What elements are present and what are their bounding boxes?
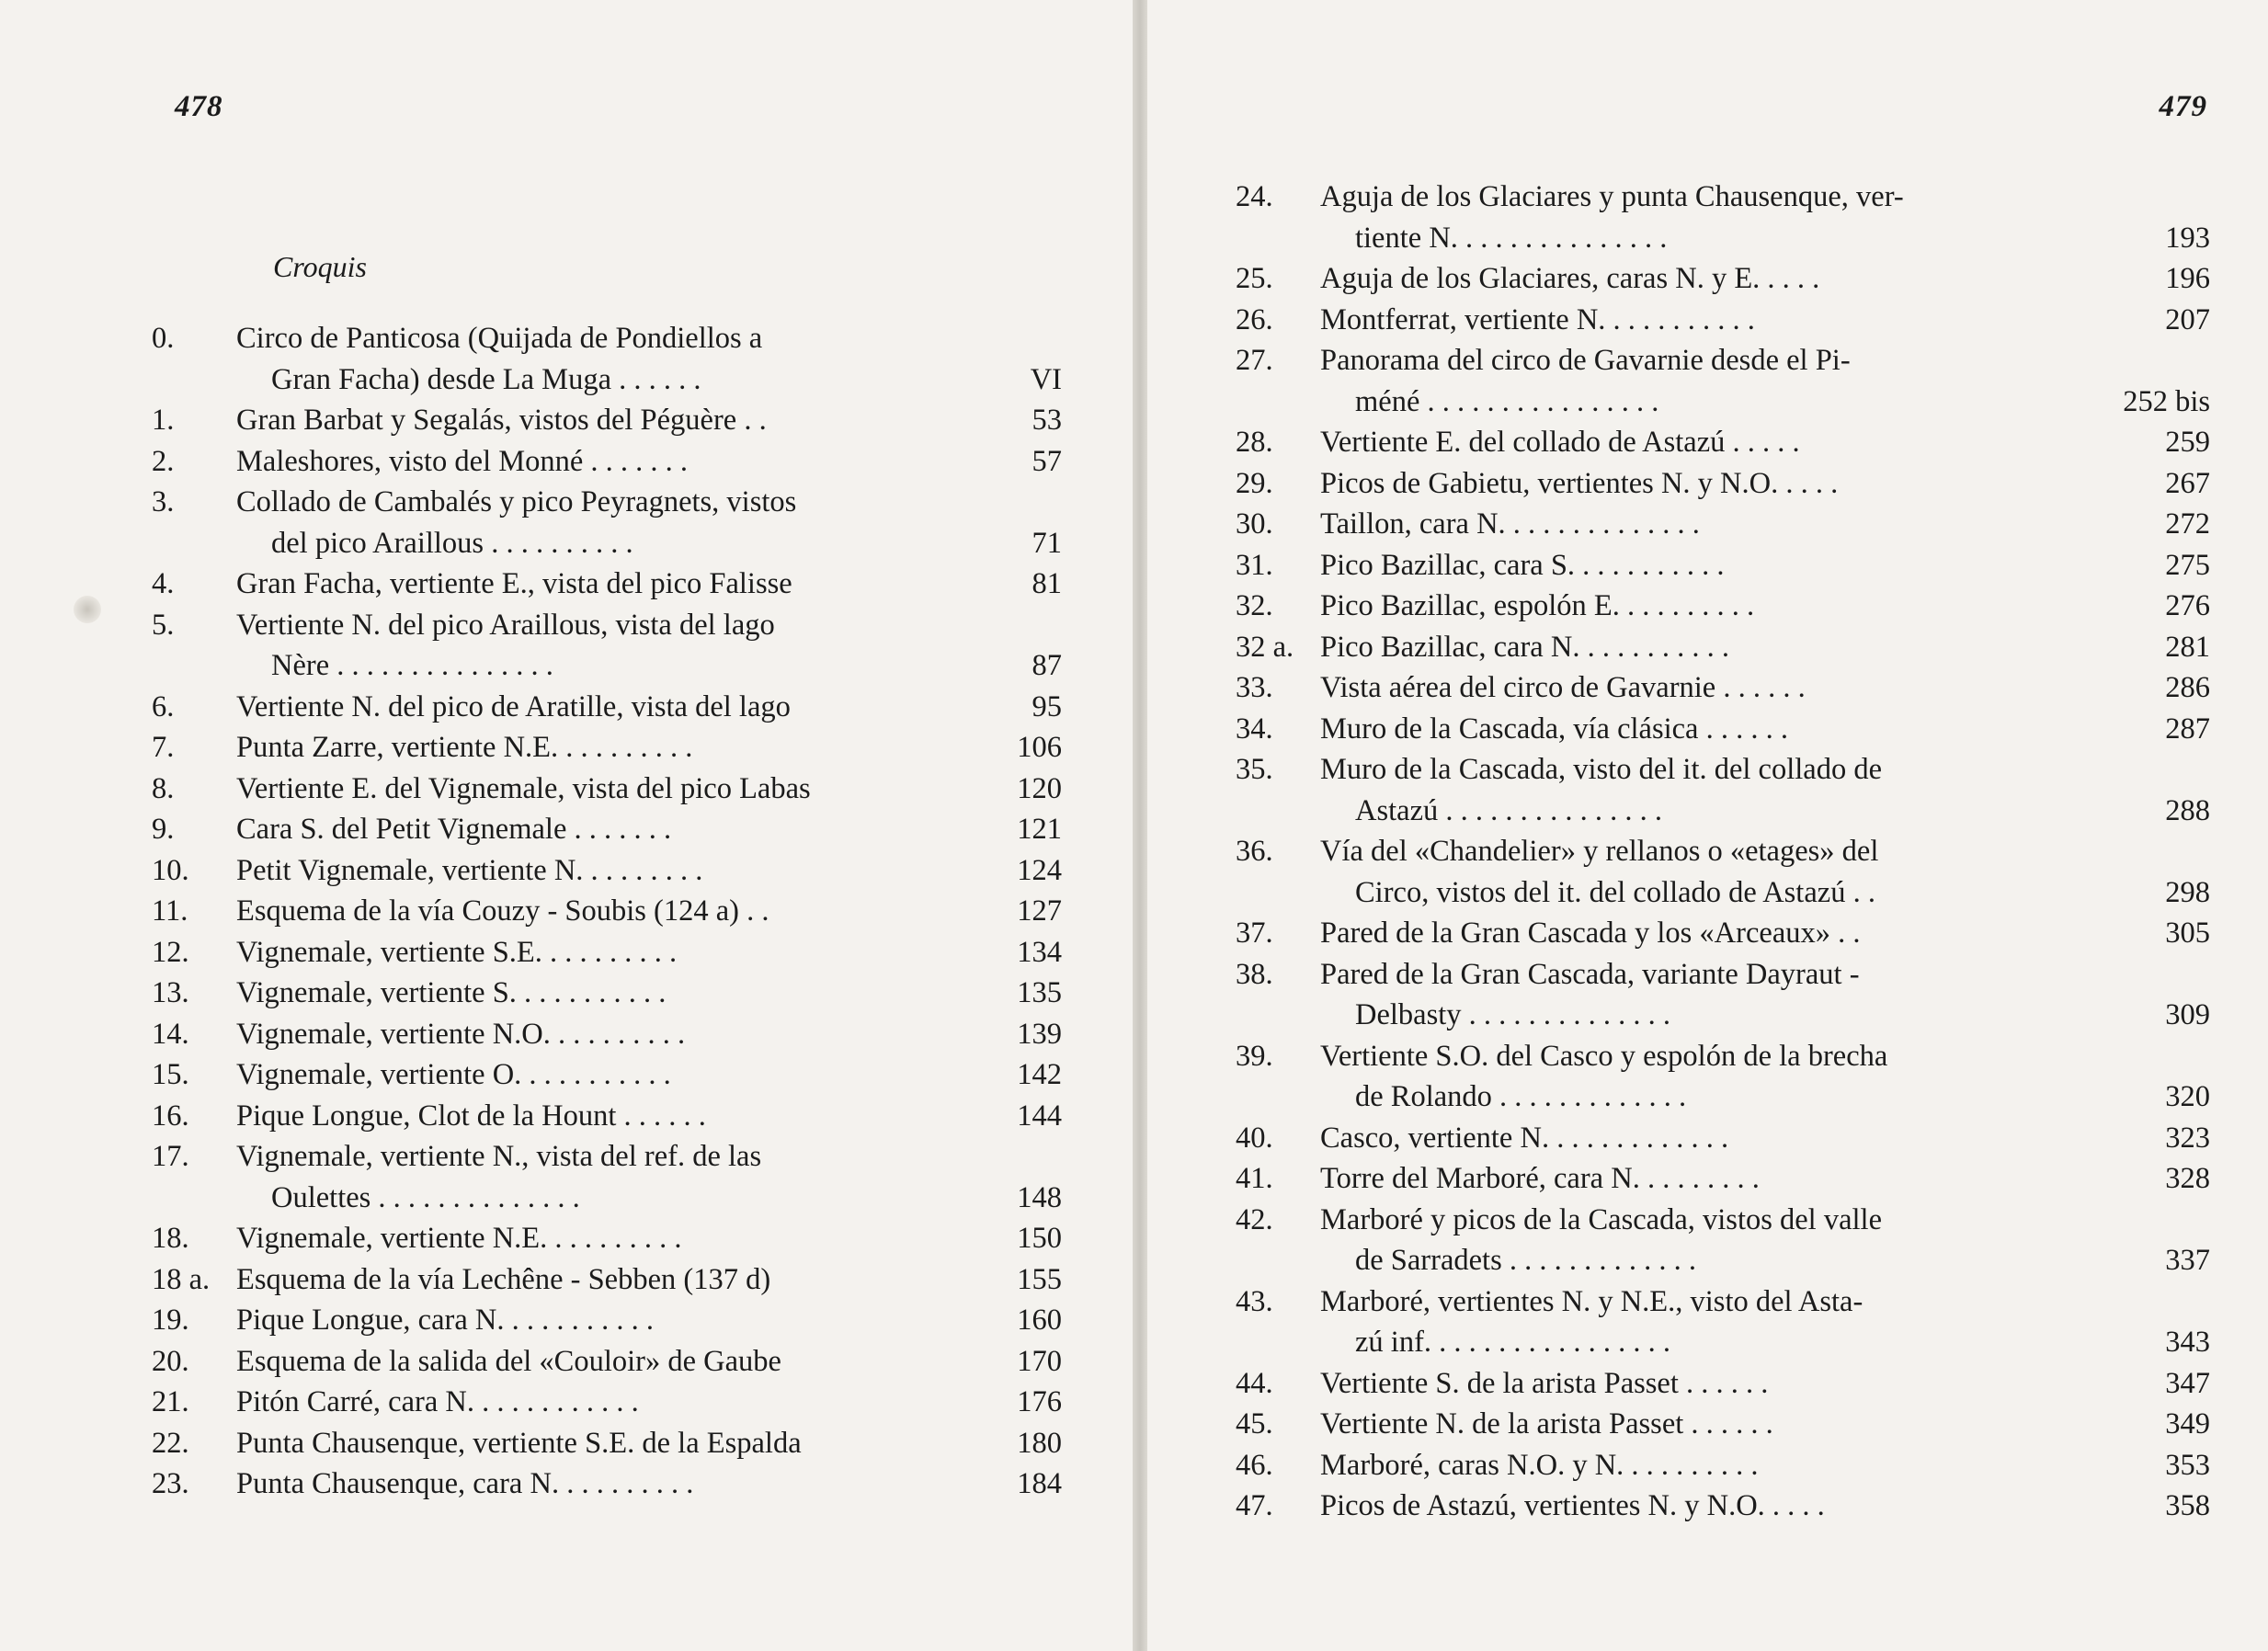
entry-number: 29.	[1236, 466, 1273, 500]
entry-title-line: Maleshores, visto del Monné . . . . . . .	[236, 444, 689, 478]
entry-title-line: Pico Bazillac, espolón E. . . . . . . . . .	[1320, 589, 1755, 622]
entry-number: 21.	[152, 1385, 189, 1418]
entry-page-number: 121	[1017, 813, 1062, 846]
entry-title	[236, 441, 956, 483]
entry-title	[236, 687, 956, 728]
entry-page-number: 81	[1031, 567, 1062, 600]
toc-entry	[1236, 1036, 2210, 1118]
entry-title-line: Taillon, cara N. . . . . . . . . . . . . .	[1320, 507, 1700, 541]
entry-title-line: de Rolando . . . . . . . . . . . . .	[1355, 1080, 1687, 1113]
entry-number: 35.	[1236, 753, 1273, 786]
toc-entry	[1236, 545, 2210, 586]
entry-number: 24.	[1236, 180, 1273, 213]
toc-entry	[152, 891, 1062, 932]
entry-page-number: 349	[2165, 1407, 2210, 1440]
toc-entry	[1236, 1404, 2210, 1445]
toc-entry	[1236, 1281, 2210, 1363]
entry-title-line: Vista aérea del circo de Gavarnie . . . . . .	[1320, 671, 1806, 704]
entry-title	[236, 564, 956, 605]
entry-page-number: 180	[1017, 1426, 1062, 1460]
entry-title	[236, 318, 956, 400]
entry-title	[1320, 1363, 2100, 1405]
entry-title-line: Petit Vignemale, vertiente N. . . . . . . . .	[236, 853, 703, 887]
entry-title	[236, 727, 956, 769]
entry-number: 14.	[152, 1017, 189, 1051]
toc-entry	[1236, 709, 2210, 750]
entry-title-line: Vía del «Chandelier» y rellanos o «etages» del	[1320, 835, 1879, 868]
entry-title-line: Punta Chausenque, vertiente S.E. de la Espalda	[236, 1426, 802, 1460]
entry-title	[236, 1136, 956, 1218]
entry-title-line: Delbasty . . . . . . . . . . . . . .	[1355, 998, 1671, 1031]
entry-title	[236, 1218, 956, 1259]
entry-title-line: tiente N. . . . . . . . . . . . . . .	[1355, 221, 1668, 255]
entry-title	[1320, 749, 2100, 831]
entry-title-line: Aguja de los Glaciares, caras N. y E. . . . .	[1320, 262, 1820, 295]
entry-title-line: Vignemale, vertiente S.E. . . . . . . . . .	[236, 935, 678, 969]
entry-title-line: Pared de la Gran Cascada y los «Arceaux» . .	[1320, 917, 1861, 950]
entry-page-number: 87	[1031, 649, 1062, 682]
entry-title-line: Panorama del circo de Gavarnie desde el Pi-	[1320, 344, 1851, 377]
entry-title	[1320, 1200, 2100, 1281]
entry-title	[1320, 463, 2100, 505]
entry-title-line: Pitón Carré, cara N. . . . . . . . . . . .	[236, 1385, 639, 1418]
entry-page-number: 286	[2165, 671, 2210, 704]
entry-title	[236, 1423, 956, 1464]
entry-title-line: Gran Facha, vertiente E., vista del pico Falisse	[236, 567, 792, 600]
entry-title	[236, 1259, 956, 1301]
entry-page-number: 155	[1017, 1262, 1062, 1296]
entry-number: 32 a.	[1236, 630, 1294, 664]
entry-title	[1320, 954, 2100, 1036]
toc-entry	[152, 1259, 1062, 1301]
entry-title	[1320, 709, 2100, 750]
toc-entry	[1236, 463, 2210, 505]
entry-title-line: Vertiente N. del pico de Aratille, vista del lago	[236, 689, 791, 723]
entry-page-number: 358	[2165, 1489, 2210, 1522]
entry-page-number: 259	[2165, 426, 2210, 459]
entry-number: 41.	[1236, 1162, 1273, 1195]
entry-title	[1320, 422, 2100, 463]
entry-page-number: 343	[2165, 1326, 2210, 1359]
toc-entry	[152, 809, 1062, 850]
entry-title	[236, 973, 956, 1014]
entry-title-line: Casco, vertiente N. . . . . . . . . . . . .	[1320, 1121, 1729, 1155]
toc-entry	[1236, 667, 2210, 709]
entry-title-line: Gran Barbat y Segalás, vistos del Péguère . .	[236, 404, 767, 437]
entry-title	[236, 891, 956, 932]
entry-page-number: 160	[1017, 1304, 1062, 1337]
section-heading: Croquis	[273, 250, 367, 283]
entry-page-number: 287	[2165, 712, 2210, 746]
entry-title	[1320, 1281, 2100, 1363]
entry-number: 19.	[152, 1304, 189, 1337]
entry-title-line: de Sarradets . . . . . . . . . . . . .	[1355, 1244, 1696, 1277]
entry-title-line: Marboré, caras N.O. y N. . . . . . . . . .	[1320, 1448, 1759, 1482]
entry-title	[1320, 667, 2100, 709]
entry-page-number: 281	[2165, 630, 2210, 664]
toc-entry	[152, 932, 1062, 974]
entry-title-line: Picos de Astazú, vertientes N. y N.O. . . . .	[1320, 1489, 1825, 1522]
entry-page-number: 272	[2165, 507, 2210, 541]
entry-title	[1320, 1036, 2100, 1118]
entry-page-number: 142	[1017, 1058, 1062, 1091]
entry-number: 38.	[1236, 957, 1273, 991]
entry-page-number: 176	[1017, 1385, 1062, 1418]
entry-number: 39.	[1236, 1039, 1273, 1073]
toc-entry	[152, 1096, 1062, 1137]
entry-title	[236, 1463, 956, 1505]
entry-title-line: Nère . . . . . . . . . . . . . . .	[271, 649, 553, 682]
entry-number: 23.	[152, 1467, 189, 1500]
entry-title-line: Vignemale, vertiente S. . . . . . . . . . .	[236, 976, 667, 1009]
toc-entry	[152, 850, 1062, 892]
toc-entry	[152, 769, 1062, 810]
entry-page-number: 252 bis	[2123, 384, 2210, 418]
entry-number: 36.	[1236, 835, 1273, 868]
entry-page-number: 53	[1031, 404, 1062, 437]
entry-title	[236, 1096, 956, 1137]
entry-number: 7.	[152, 731, 175, 764]
entry-page-number: 288	[2165, 793, 2210, 827]
entry-title-line: del pico Araillous . . . . . . . . . .	[271, 526, 633, 560]
toc-entry	[152, 727, 1062, 769]
toc-entry	[152, 605, 1062, 687]
entry-title-line: Vignemale, vertiente N.E. . . . . . . . . .	[236, 1222, 682, 1255]
entry-title	[1320, 258, 2100, 300]
entry-title-line: Montferrat, vertiente N. . . . . . . . . . .	[1320, 302, 1755, 336]
entry-title	[236, 932, 956, 974]
entry-title-line: Muro de la Cascada, vía clásica . . . . . .	[1320, 712, 1788, 746]
entry-number: 15.	[152, 1058, 189, 1091]
toc-entry	[152, 400, 1062, 441]
toc-entry	[1236, 913, 2210, 954]
entry-number: 22.	[152, 1426, 189, 1460]
entry-number: 28.	[1236, 426, 1273, 459]
entry-title-line: Vignemale, vertiente O. . . . . . . . . . .	[236, 1058, 671, 1091]
entry-page-number: 276	[2165, 589, 2210, 622]
entry-title	[236, 1054, 956, 1096]
entry-title	[1320, 504, 2100, 545]
entry-page-number: 320	[2165, 1080, 2210, 1113]
entry-page-number: 353	[2165, 1448, 2210, 1482]
entry-title-line: Cara S. del Petit Vignemale . . . . . . .	[236, 813, 672, 846]
entry-title	[1320, 1118, 2100, 1159]
toc-entry	[152, 564, 1062, 605]
entry-title-line: zú inf. . . . . . . . . . . . . . . . .	[1355, 1326, 1671, 1359]
entry-title-line: Collado de Cambalés y pico Peyragnets, vistos	[236, 485, 797, 518]
entry-title-line: Vignemale, vertiente N.O. . . . . . . . . .	[236, 1017, 686, 1051]
entry-title-line: Esquema de la salida del «Couloir» de Gaube	[236, 1344, 781, 1378]
toc-entry	[1236, 1486, 2210, 1527]
toc-entry	[1236, 1445, 2210, 1486]
entry-title	[1320, 1404, 2100, 1445]
toc-entry	[152, 441, 1062, 483]
left-page	[0, 0, 1133, 1651]
toc-entry	[1236, 340, 2210, 422]
entry-number: 47.	[1236, 1489, 1273, 1522]
entry-number: 30.	[1236, 507, 1273, 541]
entry-title-line: méné . . . . . . . . . . . . . . . .	[1355, 384, 1659, 418]
toc-entry	[1236, 831, 2210, 913]
entry-title-line: Pico Bazillac, cara S. . . . . . . . . . .	[1320, 548, 1725, 582]
entry-title	[1320, 1445, 2100, 1486]
entry-title-line: Circo de Panticosa (Quijada de Pondiellos a	[236, 322, 763, 355]
entry-number: 16.	[152, 1099, 189, 1133]
entry-title-line: Punta Zarre, vertiente N.E. . . . . . . . . .	[236, 731, 693, 764]
toc-entry	[1236, 1363, 2210, 1405]
toc-list-right	[1236, 176, 2210, 1527]
entry-number: 18 a.	[152, 1262, 211, 1296]
paper-spot	[74, 596, 101, 623]
entry-number: 40.	[1236, 1121, 1273, 1155]
entry-title-line: Torre del Marboré, cara N. . . . . . . . .	[1320, 1162, 1760, 1195]
entry-number: 44.	[1236, 1366, 1273, 1400]
entry-title	[236, 1341, 956, 1383]
entry-page-number: 95	[1031, 689, 1062, 723]
toc-entry	[1236, 1158, 2210, 1200]
toc-entry	[1236, 258, 2210, 300]
entry-page-number: 135	[1017, 976, 1062, 1009]
entry-title	[236, 605, 956, 687]
entry-title-line: Vertiente E. del Vignemale, vista del pico Labas	[236, 771, 811, 805]
entry-page-number: 337	[2165, 1244, 2210, 1277]
entry-title-line: Esquema de la vía Couzy - Soubis (124 a) . .	[236, 894, 769, 928]
entry-number: 27.	[1236, 344, 1273, 377]
entry-title-line: Picos de Gabietu, vertientes N. y N.O. . . . .	[1320, 466, 1839, 500]
entry-number: 34.	[1236, 712, 1273, 746]
entry-page-number: 275	[2165, 548, 2210, 582]
entry-number: 1.	[152, 404, 175, 437]
entry-number: 8.	[152, 771, 175, 805]
entry-title	[236, 809, 956, 850]
entry-title	[236, 850, 956, 892]
entry-page-number: 139	[1017, 1017, 1062, 1051]
toc-entry	[1236, 627, 2210, 668]
entry-title-line: Oulettes . . . . . . . . . . . . . .	[271, 1180, 580, 1214]
entry-number: 31.	[1236, 548, 1273, 582]
entry-number: 33.	[1236, 671, 1273, 704]
entry-number: 10.	[152, 853, 189, 887]
entry-page-number: 124	[1017, 853, 1062, 887]
entry-page-number: 323	[2165, 1121, 2210, 1155]
entry-title-line: Muro de la Cascada, visto del it. del collado de	[1320, 753, 1883, 786]
entry-title	[1320, 545, 2100, 586]
entry-page-number: 148	[1017, 1180, 1062, 1214]
toc-entry	[152, 1014, 1062, 1055]
toc-entry	[1236, 504, 2210, 545]
entry-page-number: 328	[2165, 1162, 2210, 1195]
entry-number: 9.	[152, 813, 175, 846]
entry-title	[236, 1014, 956, 1055]
entry-title	[1320, 176, 2100, 258]
entry-number: 6.	[152, 689, 175, 723]
entry-title	[236, 400, 956, 441]
entry-number: 43.	[1236, 1284, 1273, 1318]
entry-page-number: 106	[1017, 731, 1062, 764]
toc-entry	[1236, 176, 2210, 258]
entry-number: 25.	[1236, 262, 1273, 295]
entry-title	[1320, 300, 2100, 341]
entry-title-line: Astazú . . . . . . . . . . . . . . .	[1355, 793, 1662, 827]
toc-list-left	[152, 318, 1062, 1505]
entry-number: 2.	[152, 444, 175, 478]
entry-page-number: 144	[1017, 1099, 1062, 1133]
entry-number: 32.	[1236, 589, 1273, 622]
entry-number: 46.	[1236, 1448, 1273, 1482]
entry-number: 17.	[152, 1140, 189, 1173]
toc-entry	[152, 318, 1062, 400]
entry-title-line: Circo, vistos del it. del collado de Astazú . .	[1355, 875, 1875, 909]
toc-entry	[152, 1341, 1062, 1383]
entry-page-number: 305	[2165, 917, 2210, 950]
toc-entry	[152, 1382, 1062, 1423]
toc-entry	[152, 1136, 1062, 1218]
toc-entry	[152, 1218, 1062, 1259]
entry-title-line: Marboré, vertientes N. y N.E., visto del Asta-	[1320, 1284, 1863, 1318]
entry-title-line: Aguja de los Glaciares y punta Chausenque, ver-	[1320, 180, 1904, 213]
entry-number: 3.	[152, 485, 175, 518]
entry-number: 26.	[1236, 302, 1273, 336]
toc-entry	[1236, 300, 2210, 341]
toc-entry	[1236, 1118, 2210, 1159]
entry-number: 11.	[152, 894, 188, 928]
entry-title	[1320, 340, 2100, 422]
entry-number: 20.	[152, 1344, 189, 1378]
entry-page-number: 150	[1017, 1222, 1062, 1255]
toc-entry	[1236, 586, 2210, 627]
entry-title-line: Marboré y picos de la Cascada, vistos del valle	[1320, 1202, 1882, 1236]
entry-number: 12.	[152, 935, 189, 969]
entry-title	[1320, 1486, 2100, 1527]
right-page	[1147, 0, 2268, 1651]
entry-title-line: Vertiente N. de la arista Passet . . . . . .	[1320, 1407, 1773, 1440]
entry-title-line: Punta Chausenque, cara N. . . . . . . . . .	[236, 1467, 694, 1500]
entry-title-line: Vertiente S. de la arista Passet . . . . . .	[1320, 1366, 1769, 1400]
entry-title-line: Vertiente N. del pico Araillous, vista del lago	[236, 608, 775, 642]
entry-title-line: Pique Longue, cara N. . . . . . . . . . .	[236, 1304, 655, 1337]
entry-number: 4.	[152, 567, 175, 600]
entry-page-number: 347	[2165, 1366, 2210, 1400]
entry-title	[1320, 586, 2100, 627]
entry-title-line: Pared de la Gran Cascada, variante Dayraut -	[1320, 957, 1860, 991]
entry-number: 45.	[1236, 1407, 1273, 1440]
toc-entry	[152, 973, 1062, 1014]
entry-page-number: 193	[2165, 221, 2210, 255]
entry-title	[1320, 831, 2100, 913]
toc-entry	[152, 1300, 1062, 1341]
entry-page-number: 71	[1031, 526, 1062, 560]
entry-page-number: 127	[1017, 894, 1062, 928]
entry-page-number: VI	[1030, 362, 1062, 396]
toc-entry	[1236, 954, 2210, 1036]
entry-title	[1320, 913, 2100, 954]
toc-entry	[152, 687, 1062, 728]
toc-entry	[152, 482, 1062, 564]
toc-entry	[152, 1054, 1062, 1096]
entry-title-line: Vertiente S.O. del Casco y espolón de la brecha	[1320, 1039, 1888, 1073]
entry-page-number: 196	[2165, 262, 2210, 295]
toc-entry	[1236, 422, 2210, 463]
entry-title-line: Pique Longue, Clot de la Hount . . . . . .	[236, 1099, 706, 1133]
entry-page-number: 57	[1031, 444, 1062, 478]
entry-page-number: 184	[1017, 1467, 1062, 1500]
entry-title	[236, 1382, 956, 1423]
entry-page-number: 207	[2165, 302, 2210, 336]
entry-title	[236, 1300, 956, 1341]
toc-entry	[1236, 1200, 2210, 1281]
entry-title-line: Gran Facha) desde La Muga . . . . . .	[271, 362, 701, 396]
entry-title	[236, 769, 956, 810]
entry-page-number: 298	[2165, 875, 2210, 909]
toc-entry	[152, 1463, 1062, 1505]
entry-number: 42.	[1236, 1202, 1273, 1236]
entry-title	[1320, 627, 2100, 668]
page-number-right: 479	[2159, 90, 2207, 123]
entry-title-line: Esquema de la vía Lechêne - Sebben (137 d)	[236, 1262, 771, 1296]
entry-page-number: 120	[1017, 771, 1062, 805]
entry-page-number: 267	[2165, 466, 2210, 500]
page-number-left: 478	[175, 90, 223, 123]
entry-title	[236, 482, 956, 564]
entry-number: 13.	[152, 976, 189, 1009]
entry-title-line: Pico Bazillac, cara N. . . . . . . . . . .	[1320, 630, 1729, 664]
entry-number: 0.	[152, 322, 175, 355]
entry-page-number: 134	[1017, 935, 1062, 969]
toc-entry	[152, 1423, 1062, 1464]
entry-page-number: 309	[2165, 998, 2210, 1031]
entry-page-number: 170	[1017, 1344, 1062, 1378]
entry-number: 5.	[152, 608, 175, 642]
entry-title-line: Vignemale, vertiente N., vista del ref. de las	[236, 1140, 762, 1173]
entry-title-line: Vertiente E. del collado de Astazú . . . . .	[1320, 426, 1800, 459]
book-gutter	[1133, 0, 1147, 1651]
entry-number: 37.	[1236, 917, 1273, 950]
toc-entry	[1236, 749, 2210, 831]
entry-number: 18.	[152, 1222, 189, 1255]
entry-title	[1320, 1158, 2100, 1200]
